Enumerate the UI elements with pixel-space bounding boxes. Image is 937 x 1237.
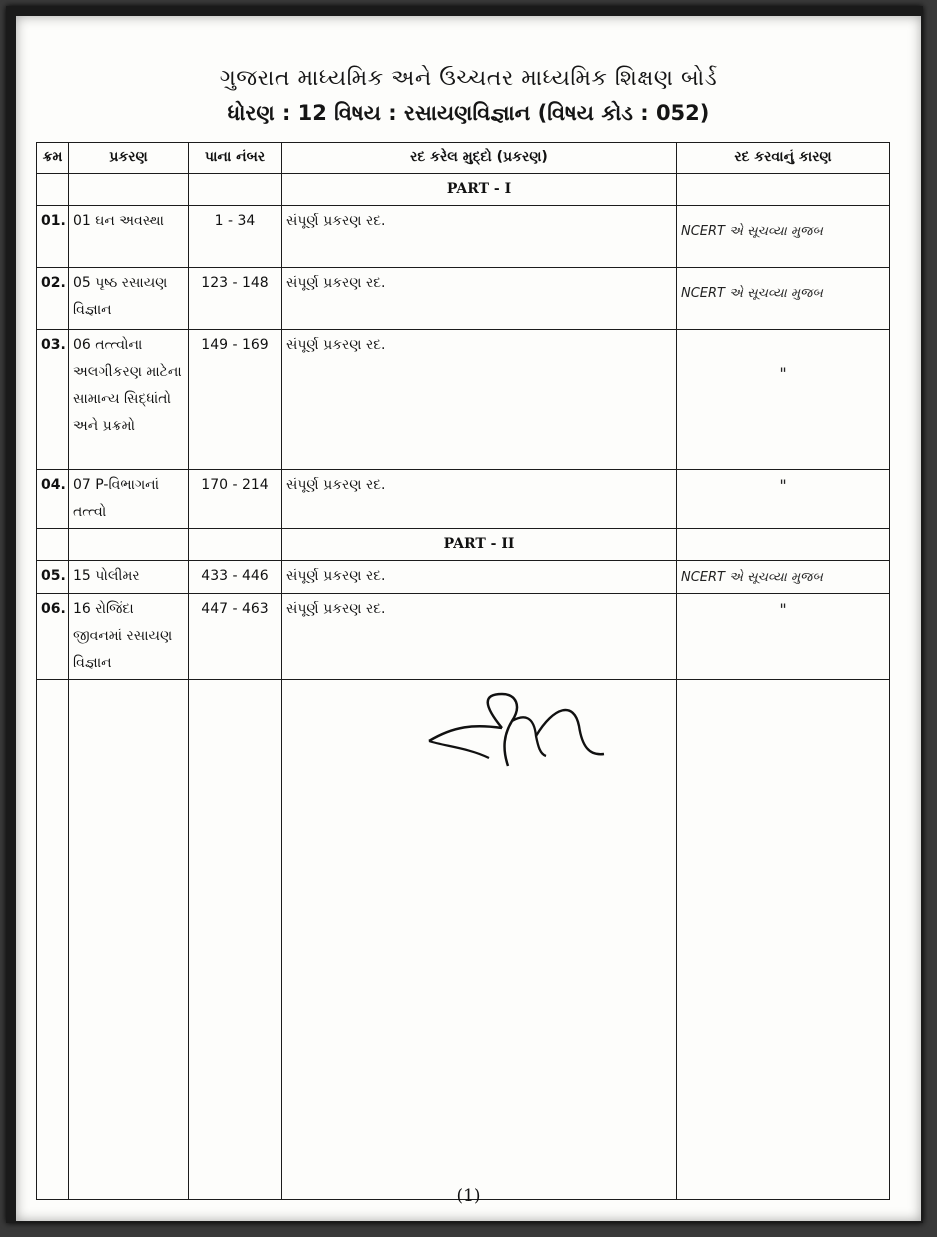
row-num: 03. xyxy=(37,330,69,470)
row-pages: 123 - 148 xyxy=(189,268,282,330)
table-row xyxy=(37,594,890,680)
table-row xyxy=(37,561,890,594)
header-removed: રદ કરેલ મુદ્દો (પ્રકરણ) xyxy=(282,143,677,174)
part-two-label: PART - II xyxy=(282,529,677,561)
table-row xyxy=(37,470,890,529)
row-pages: 1 - 34 xyxy=(189,206,282,268)
row-removed: સંપૂર્ણ પ્રકરણ રદ. xyxy=(282,330,677,470)
header-chapter: પ્રકરણ xyxy=(69,143,189,174)
deleted-chapters-table xyxy=(36,142,890,1200)
row-removed: સંપૂર્ણ પ્રકરણ રદ. xyxy=(282,470,677,529)
row-chapter: 05 પૃષ્ઠ રસાયણ વિજ્ઞાન xyxy=(69,268,189,330)
row-pages: 433 - 446 xyxy=(189,561,282,594)
header-kram: ક્રમ xyxy=(37,143,69,174)
table-row xyxy=(37,330,890,470)
document-page xyxy=(16,16,921,1221)
row-reason-handwritten: NCERT એ સૂચવ્યા મુજબ xyxy=(677,206,890,268)
row-num: 06. xyxy=(37,594,69,680)
row-chapter: 15 પોલીમર xyxy=(69,561,189,594)
row-reason-handwritten: NCERT એ સૂચવ્યા મુજબ xyxy=(677,561,890,594)
header-reason: રદ કરવાનું કારણ xyxy=(677,143,890,174)
table-row xyxy=(37,268,890,330)
signature-mark xyxy=(424,686,614,786)
row-removed: સંપૂર્ણ પ્રકરણ રદ. xyxy=(282,206,677,268)
row-pages: 447 - 463 xyxy=(189,594,282,680)
row-chapter: 07 P-વિભાગનાં તત્ત્વો xyxy=(69,470,189,529)
row-reason-ditto: " xyxy=(677,470,890,529)
row-removed: સંપૂર્ણ પ્રકરણ રદ. xyxy=(282,594,677,680)
row-pages: 149 - 169 xyxy=(189,330,282,470)
table-row xyxy=(37,206,890,268)
part-row xyxy=(37,174,890,206)
row-reason-ditto: " xyxy=(677,330,890,470)
part-one-label: PART - I xyxy=(282,174,677,206)
row-num: 01. xyxy=(37,206,69,268)
board-title: ગુજરાત માધ્યમિક અને ઉચ્ચતર માધ્યમિક શિક્ષણ બોર્ડ xyxy=(219,66,718,91)
row-reason-ditto: " xyxy=(677,594,890,680)
page-number: (1) xyxy=(456,1186,481,1206)
row-chapter: 06 તત્ત્વોના અલગીકરણ માટેના સામાન્ય સિદ્ધાંતો અને પ્રક્રમો xyxy=(69,330,189,470)
row-chapter: 16 રોજિંદા જીવનમાં રસાયણ વિજ્ઞાન xyxy=(69,594,189,680)
row-num: 05. xyxy=(37,561,69,594)
row-removed: સંપૂર્ણ પ્રકરણ રદ. xyxy=(282,561,677,594)
header-pages: પાના નંબર xyxy=(189,143,282,174)
row-num: 02. xyxy=(37,268,69,330)
table-header-row xyxy=(37,143,890,174)
row-removed: સંપૂર્ણ પ્રકરણ રદ. xyxy=(282,268,677,330)
part-row xyxy=(37,529,890,561)
subject-title: ધોરણ : 12 વિષય : રસાયણવિજ્ઞાન (વિષય કોડ : 052) xyxy=(227,101,710,125)
row-reason-handwritten: NCERT એ સૂચવ્યા મુજબ xyxy=(677,268,890,330)
row-num: 04. xyxy=(37,470,69,529)
row-chapter: 01 ઘન અવસ્થા xyxy=(69,206,189,268)
row-pages: 170 - 214 xyxy=(189,470,282,529)
